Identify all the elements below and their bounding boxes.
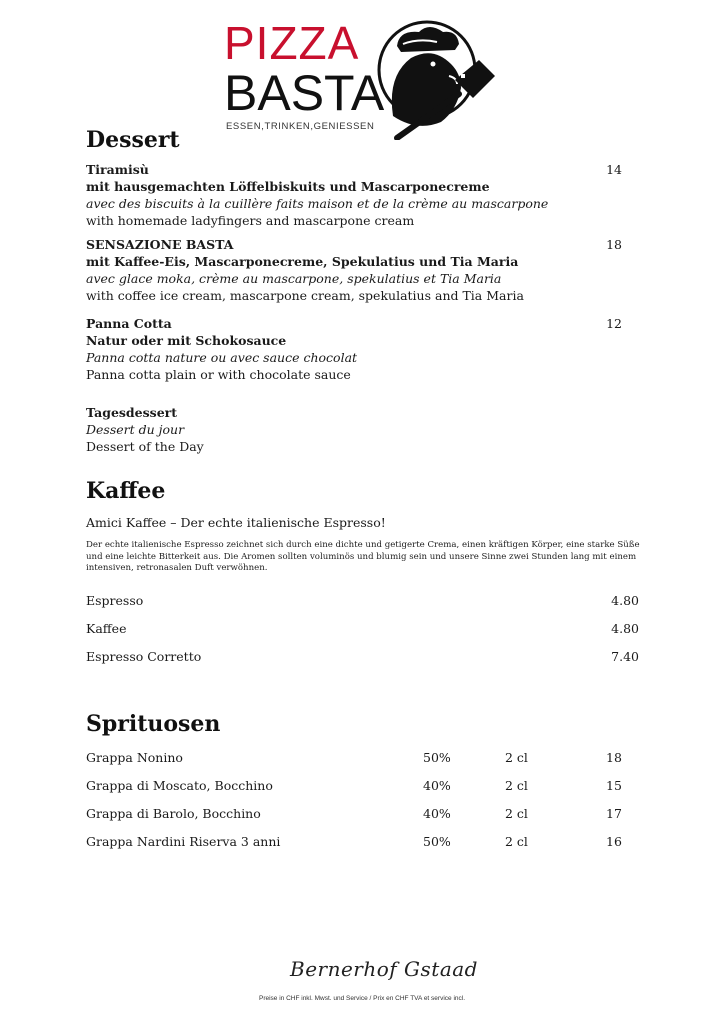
item-name: Kaffee xyxy=(86,621,127,636)
footer-note: Preise in CHF inkl. Mwst. und Service / Prix en CHF TVA et service incl. xyxy=(258,995,465,1002)
item-price: 14 xyxy=(606,162,622,177)
logo-basta-text: BASTA xyxy=(224,65,385,121)
item-desc-en: Dessert of the Day xyxy=(86,439,204,454)
item-name: Panna Cotta xyxy=(86,316,172,331)
section-title-kaffee: Kaffee xyxy=(86,478,166,504)
signature-logo: Bernerhof Gstaad xyxy=(290,957,478,981)
pizza-chef-bear-icon xyxy=(375,18,500,140)
item-volume: 2 cl xyxy=(505,834,528,849)
list-item xyxy=(86,833,639,851)
item-price: 17 xyxy=(606,806,622,821)
logo-tagline: ESSEN,TRINKEN,GENIESSEN xyxy=(226,121,375,132)
section-title-dessert: Dessert xyxy=(86,127,180,153)
item-desc-de: mit Kaffee-Eis, Mascarponecreme, Spekulatius und Tia Maria xyxy=(86,254,519,269)
item-abv: 40% xyxy=(423,778,451,793)
item-price: 4.80 xyxy=(611,621,639,636)
item-name: Grappa di Barolo, Bocchino xyxy=(86,806,261,821)
list-item xyxy=(86,620,639,638)
item-desc-de: mit hausgemachten Löffelbiskuits und Mascarponecreme xyxy=(86,179,490,194)
list-item xyxy=(86,749,639,767)
list-item xyxy=(86,592,639,610)
item-desc-fr: avec glace moka, crème au mascarpone, spekulatius et Tia Maria xyxy=(86,271,502,286)
item-desc-en: Panna cotta plain or with chocolate sauce xyxy=(86,367,351,382)
item-volume: 2 cl xyxy=(505,778,528,793)
item-name: Grappa di Moscato, Bocchino xyxy=(86,778,273,793)
kaffee-description: Der echte italienische Espresso zeichnet sich durch eine dichte und getigerte Crema, einen kräftigen Körper, eine starke Süße und eine leichte Bitterkeit aus. Die Aromen sollten voluminös und blumig sein und unsere Sinne zwei Stunden lang mit einem intensiven, retronasalen Duft verwöhnen. xyxy=(86,540,640,573)
item-name: Grappa Nardini Riserva 3 anni xyxy=(86,834,281,849)
list-item xyxy=(86,777,639,795)
item-abv: 50% xyxy=(423,750,451,765)
item-name: SENSAZIONE BASTA xyxy=(86,237,234,252)
section-title-spirituosen: Sprituosen xyxy=(86,711,221,737)
item-desc-en: with coffee ice cream, mascarpone cream, spekulatius and Tia Maria xyxy=(86,288,524,303)
item-desc-fr: Dessert du jour xyxy=(86,422,185,437)
item-name: Espresso Corretto xyxy=(86,649,202,664)
item-abv: 40% xyxy=(423,806,451,821)
item-price: 18 xyxy=(606,750,622,765)
list-item xyxy=(86,805,639,823)
item-price: 16 xyxy=(606,834,622,849)
kaffee-intro: Amici Kaffee – Der echte italienische Espresso! xyxy=(86,515,386,530)
item-price: 15 xyxy=(606,778,622,793)
item-desc-de: Natur oder mit Schokosauce xyxy=(86,333,287,348)
item-price: 18 xyxy=(606,237,622,252)
item-name: Tagesdessert xyxy=(86,405,178,420)
item-price: 7.40 xyxy=(611,649,639,664)
item-desc-en: with homemade ladyfingers and mascarpone cream xyxy=(86,213,415,228)
item-name: Tiramisù xyxy=(86,162,149,177)
list-item xyxy=(86,648,639,666)
item-desc-fr: Panna cotta nature ou avec sauce chocolat xyxy=(86,350,358,365)
item-abv: 50% xyxy=(423,834,451,849)
item-desc-fr: avec des biscuits à la cuillère faits maison et de la crème au mascarpone xyxy=(86,196,549,211)
item-price: 4.80 xyxy=(611,593,639,608)
item-price: 12 xyxy=(606,316,622,331)
item-name: Espresso xyxy=(86,593,144,608)
menu-item xyxy=(86,404,646,455)
logo-pizza-text: PIZZA xyxy=(224,17,360,69)
item-volume: 2 cl xyxy=(505,806,528,821)
item-name: Grappa Nonino xyxy=(86,750,183,765)
item-volume: 2 cl xyxy=(505,750,528,765)
